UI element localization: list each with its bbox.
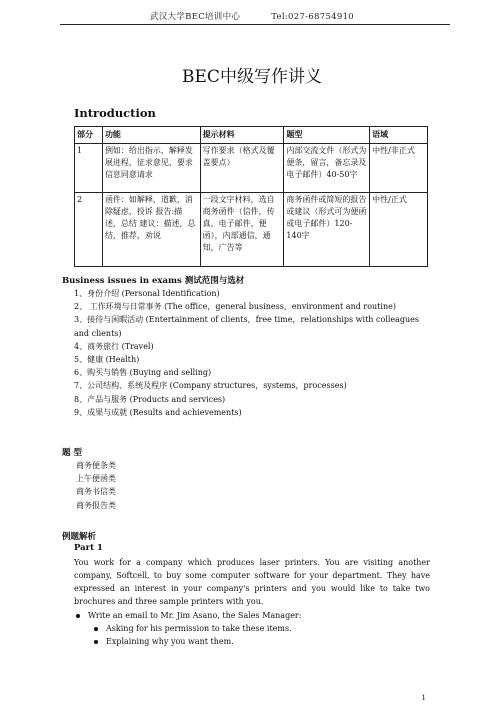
bullet-icon bbox=[94, 627, 98, 631]
table-cell: 中性/非正式 bbox=[370, 144, 428, 193]
examples-heading: 例题解析 bbox=[62, 532, 97, 542]
example-paragraph: You work for a company which produces laser printers. You are visiting another company, Softcell, to buy some computer software for your department. They have expressed an interest in your company's printers and you would like to take two brochures and three sample printers with you. bbox=[74, 558, 430, 606]
list-item: 商务报告类 bbox=[76, 500, 116, 510]
column-header: 部分 bbox=[75, 127, 103, 144]
business-issues-heading: Business issues in exams 测试范围与选材 bbox=[62, 276, 245, 286]
list-item: 9、成果与成就 (Results and achievements) bbox=[74, 407, 242, 417]
table-header-row bbox=[75, 127, 428, 144]
header-tel: Tel:027-68754910 bbox=[271, 12, 355, 22]
table-cell: 一段文字材料，选自商务函件（信件，传真，电子邮件，便函），内部通信，通知，广告等 bbox=[200, 193, 284, 267]
column-header: 功能 bbox=[102, 127, 200, 144]
table-cell: 函件：如解释，道歉，消除疑虑，投诉 报告:描述，总结 建议：描述，总结，推荐，劝说 bbox=[102, 193, 200, 267]
list-item: 商务便条类 bbox=[76, 461, 116, 470]
table-cell: 内部交流文件（形式为便条，留言，备忘录及电子邮件）40-50字 bbox=[284, 144, 370, 193]
list-item: 商务书信类 bbox=[76, 487, 116, 497]
list-item: 1、身份介绍 (Personal Identification) bbox=[74, 289, 220, 298]
table-cell: 例如：给出指示，解释发展进程，征求意见，要求信息同意请求 bbox=[102, 144, 200, 193]
bullet-text: Explaining why you want them. bbox=[106, 637, 234, 646]
bullet-text: Write an email to Mr. Jim Asano, the Sales Manager: bbox=[88, 611, 302, 620]
business-issues-list bbox=[74, 287, 430, 419]
part-label: Part 1 bbox=[74, 543, 103, 553]
list-item: 4、商务旅行 (Travel) bbox=[74, 341, 154, 351]
bullet-icon bbox=[76, 614, 80, 618]
header-rule bbox=[60, 24, 450, 25]
list-item: 5、健康 (Health) bbox=[74, 355, 140, 365]
column-header: 语域 bbox=[370, 127, 428, 144]
bullet-text: Asking for his permission to take these items. bbox=[106, 624, 292, 633]
question-types-heading: 题 型 bbox=[62, 448, 82, 458]
table-cell: 中性/正式 bbox=[370, 193, 428, 267]
table-cell: 写作要求（格式及覆盖要点） bbox=[200, 144, 284, 193]
bullet-icon bbox=[94, 640, 98, 644]
table-row bbox=[75, 193, 428, 267]
page-header bbox=[0, 10, 504, 22]
sub-bullet bbox=[94, 622, 292, 635]
introduction-heading: Introduction bbox=[74, 106, 156, 120]
list-item: 6、购买与销售 (Buying and selling) bbox=[74, 368, 212, 378]
introduction-table bbox=[74, 126, 428, 267]
question-types-list bbox=[76, 459, 116, 512]
header-center-name: 武汉大学BEC培训中心 bbox=[149, 12, 241, 22]
column-header: 提示材料 bbox=[200, 127, 284, 144]
table-cell: 1 bbox=[75, 144, 103, 193]
table-cell: 商务函件或简短的报告或建议（形式可为便函或电子邮件）120-140字 bbox=[284, 193, 370, 267]
document-title: BEC中级写作讲义 bbox=[182, 67, 322, 87]
sub-bullet bbox=[94, 635, 234, 648]
list-item: 3、接待与闲暇活动 (Entertainment of clients，free time，relationships with colleagues and clients) bbox=[74, 315, 420, 338]
page-number: 1 bbox=[421, 694, 426, 702]
list-item: 8、产品与服务 (Products and services) bbox=[74, 394, 226, 404]
main-bullet bbox=[76, 609, 301, 622]
table-cell: 2 bbox=[75, 193, 103, 267]
list-item: 2、 工作环境与日常事务 (The office，general business，environment and routine) bbox=[74, 302, 396, 312]
list-item: 上午便函类 bbox=[76, 474, 116, 484]
table-row bbox=[75, 144, 428, 193]
column-header: 题型 bbox=[284, 127, 370, 144]
list-item: 7、公司结构、系统及程序 (Company structures，systems，processes) bbox=[74, 381, 347, 391]
